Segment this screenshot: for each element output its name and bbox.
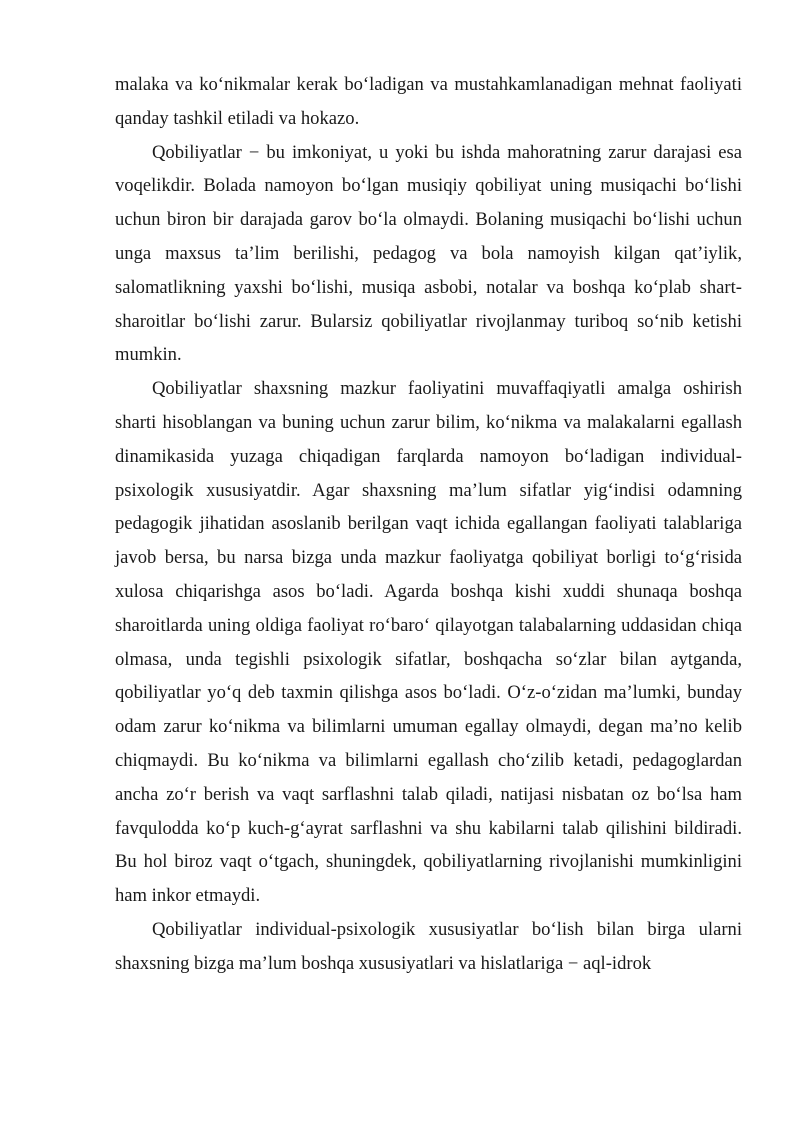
document-body [115, 68, 742, 981]
paragraph: Qobiliyatlar − bu imkoniyat, u yoki bu ishda mahoratning zarur darajasi esa voqelikdir. Bolada namoyon bo‘lgan musiqiy qobiliyat uning musiqachi bo‘lishi uchun biron bir darajada garov bo‘la olmaydi. Bolaning musiqachi bo‘lishi uchun unga maxsus ta’lim berilishi, pedagog va bola namoyish kilgan qat’iylik, salomatlikning yaxshi bo‘lishi, musiqa asbobi, notalar va boshqa ko‘plab shart-sharoitlar bo‘lishi zarur. Bularsiz qobiliyatlar rivojlanmay turiboq so‘nib ketishi mumkin. [115, 141, 742, 366]
paragraph: Qobiliyatlar individual-psixologik xususiyatlar bo‘lish bilan birga ularni shaxsning bizga ma’lum boshqa xususiyatlari va hislatlariga − aql-idrok [115, 918, 742, 974]
paragraph: Qobiliyatlar shaxsning mazkur faoliyatini muvaffaqiyatli amalga oshirish sharti hisoblangan va buning uchun zarur bilim, ko‘nikma va malakalarni egallash dinamikasida yuzaga chiqadigan farqlarda namoyon bo‘ladigan individual-psixologik xususiyatdir. Agar shaxsning ma’lum sifatlar yig‘indisi odamning pedagogik jihatidan asoslanib berilgan vaqt ichida egallangan faoliyati talablariga javob bersa, bu narsa bizga unda mazkur faoliyatga qobiliyat borligi to‘g‘risida xulosa chiqarishga asos bo‘ladi. Agarda boshqa kishi xuddi shunaqa boshqa sharoitlarda uning oldiga faoliyat ro‘baro‘ qilayotgan talabalarning uddasidan chiqa olmasa, unda tegishli psixologik sifatlar, boshqacha so‘zlar bilan aytganda, qobiliyatlar yo‘q deb taxmin qilishga asos bo‘ladi. O‘z-o‘zidan ma’lumki, bunday odam zarur ko‘nikma va bilimlarni umuman egallay olmaydi, degan ma’no kelib chiqmaydi. Bu ko‘nikma va bilimlarni egallash cho‘zilib ketadi, pedagoglardan ancha zo‘r berish va vaqt sarflashni talab qiladi, natijasi nisbatan oz bo‘lsa ham favqulodda ko‘p kuch-g‘ayrat sarflashni va shu kabilarni talab qilishini bildiradi. Bu hol biroz vaqt o‘tgach, shuningdek, qobiliyatlarning rivojlanishi mumkinligini ham inkor etmaydi. [115, 378, 742, 907]
paragraph-continuation: malaka va ko‘nikmalar kerak bo‘ladigan va mustahkamlanadigan mehnat faoliyati qanday tashkil etiladi va hokazo. [115, 74, 742, 129]
